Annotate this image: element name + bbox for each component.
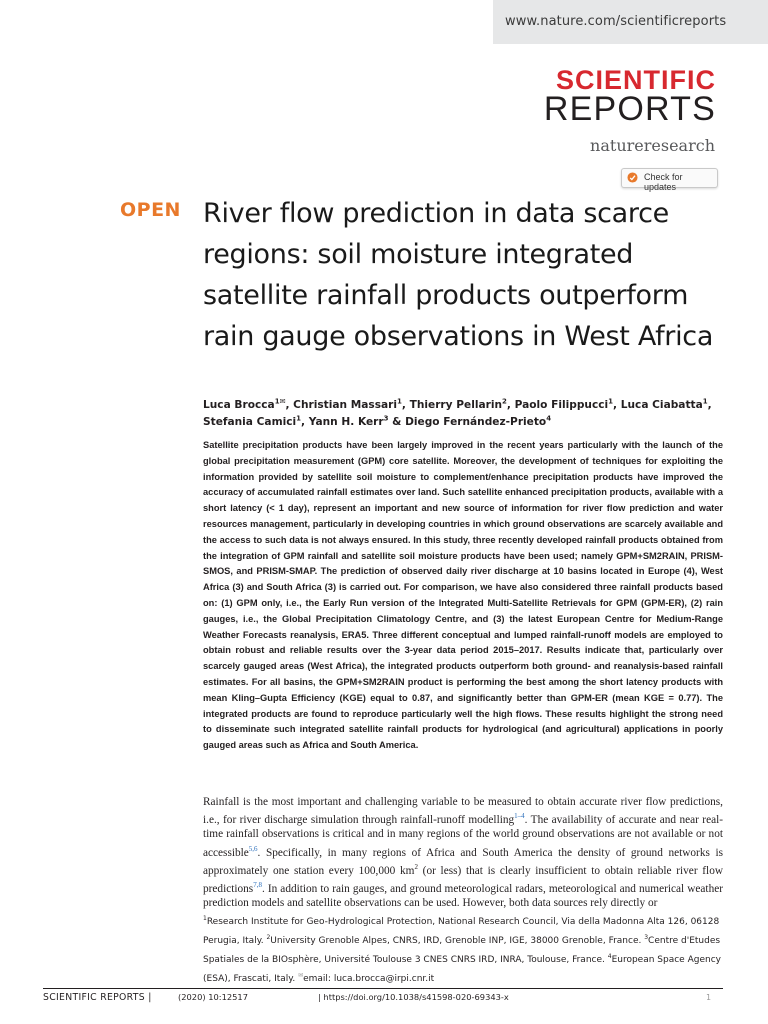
- article-title: River flow prediction in data scarce regions: soil moisture integrated satellite rainfall products outperform rain gauge observations in West Africa: [203, 198, 714, 352]
- citation-ref-1[interactable]: 1–4: [514, 812, 525, 821]
- author[interactable]: [203, 399, 293, 411]
- author-name[interactable]: Luca Brocca: [203, 399, 275, 411]
- update-badge-icon: [627, 172, 638, 183]
- author-name[interactable]: Diego Fernández-Prieto: [405, 416, 547, 428]
- author-affiliation-mark: 3: [383, 414, 389, 423]
- corresponding-email[interactable]: email: luca.brocca@irpi.cnr.it: [303, 974, 435, 984]
- footer-citation: (2020) 10:12517: [178, 992, 248, 1002]
- publisher-logo: natureresearch: [590, 136, 715, 155]
- author-name[interactable]: Christian Massari: [293, 399, 398, 411]
- author-affiliation-mark: 2: [502, 397, 507, 406]
- citation-ref-3[interactable]: 7,8: [253, 880, 262, 889]
- journal-logo-reports: REPORTS: [543, 90, 716, 128]
- author[interactable]: [410, 399, 515, 411]
- author-separator: ,: [506, 399, 515, 411]
- author-affiliation-mark: 1: [608, 397, 614, 406]
- author-name[interactable]: Yann H. Kerr: [308, 416, 384, 428]
- author-affiliation-mark: 4: [546, 414, 552, 423]
- author[interactable]: [309, 416, 405, 428]
- footer-doi-link[interactable]: | https://doi.org/10.1038/s41598-020-69343-x: [318, 992, 509, 1002]
- introduction-paragraph: [203, 795, 723, 910]
- check-for-updates-button[interactable]: [621, 168, 718, 192]
- citation-ref-2[interactable]: 5,6: [248, 844, 258, 853]
- open-access-label: OPEN: [120, 199, 181, 221]
- author-name[interactable]: Thierry Pellarin: [409, 399, 503, 411]
- affil-mark-3: 3: [644, 934, 649, 941]
- affiliation-2: University Grenoble Alpes, CNRS, IRD, Grenoble INP, IGE, 38000 Grenoble, France.: [270, 936, 645, 946]
- author-affiliation-mark: 1: [397, 397, 402, 406]
- affiliation-3: Centre d'Etudes Spatiales de la BIOsphère, Université Toulouse 3 CNES CNRS IRD, INRA, Toulouse, France.: [203, 936, 721, 965]
- page-number: 1: [706, 993, 712, 1002]
- author-affiliation-mark: 1: [296, 414, 302, 423]
- author[interactable]: [621, 399, 712, 411]
- affiliations: [203, 911, 723, 987]
- journal-url-tab[interactable]: [493, 0, 768, 44]
- author-separator: ,: [613, 399, 621, 411]
- author-separator: ,: [707, 399, 712, 411]
- author-separator: ,: [401, 399, 410, 411]
- author[interactable]: [203, 416, 309, 428]
- author-separator: &: [388, 416, 406, 428]
- author[interactable]: [515, 399, 621, 411]
- affil-mark-4: 4: [607, 953, 612, 960]
- author-separator: ,: [285, 399, 294, 411]
- intro-text-4: (or less) that is clearly insufficient to obtain reliable river flow predictions: [203, 864, 723, 895]
- author-name[interactable]: Paolo Filippucci: [514, 399, 609, 411]
- intro-text-3: . Specifically, in many regions of Africa and South America the density of ground networks is approximately one station every 100,000 km: [203, 846, 723, 877]
- intro-text-1: Rainfall is the most important and challenging variable to be measured to obtain accurate river flow predictions, i.e., for river discharge simulation through rainfall-runoff modelling: [203, 796, 723, 827]
- author[interactable]: [405, 416, 551, 428]
- journal-url[interactable]: www.nature.com/scientificreports: [505, 14, 727, 29]
- unit-superscript: 2: [414, 862, 418, 871]
- affil-mark-2: 2: [266, 934, 271, 941]
- author-name[interactable]: Luca Ciabatta: [620, 399, 703, 411]
- author-separator: ,: [301, 416, 309, 428]
- author[interactable]: [293, 399, 409, 411]
- author-list: [203, 397, 733, 431]
- affil-mark-1: 1: [203, 915, 207, 922]
- intro-text-5: . In addition to rain gauges, and ground meteorological radars, meteorological and numerical weather prediction models and satellite observations can be used. However, both data sources rely directly or: [203, 882, 723, 909]
- author-affiliation-mark: 1: [702, 397, 708, 406]
- affiliation-4: European Space Agency (ESA), Frascati, Italy.: [203, 955, 721, 984]
- author-affiliation-mark: 1✉: [274, 397, 286, 406]
- check-for-updates-label: Check for updates: [644, 172, 683, 192]
- affiliation-1: Research Institute for Geo-Hydrological Protection, National Research Council, Via della Madonna Alta 126, 06128 Perugia, Italy.: [203, 917, 720, 946]
- footer-journal-name: SCIENTIFIC REPORTS |: [43, 992, 152, 1003]
- journal-logo-scientific: SCIENTIFIC: [555, 65, 716, 95]
- author-name[interactable]: Stefania Camici: [203, 416, 297, 428]
- abstract: Satellite precipitation products have been largely improved in the recent years particularly with the launch of the global precipitation measurement (GPM) core satellite. Moreover, the development of techniques for exploiting the information provided by satellite soil moisture to complement/enhance precipitation products have improved the accuracy of accumulated rainfall estimates over land. Such satellite enhanced precipitation products, available with a short latency (< 1 day), represent an important and new source of information for river flow prediction and water resources management, particularly in developing countries in which ground observations are scarcely available and the access to such data is not always ensured. In this study, three recently developed rainfall products obtained from the integration of GPM rainfall and satellite soil moisture products have been used; namely GPM+SM2RAIN, PRISM-SMOS, and PRISM-SMAP. The prediction of observed daily river discharge at 10 basins located in Europe (4), West Africa (3) and South Africa (3) is carried out. For comparison, we have also considered three rainfall products based on: (1) GPM only, i.e., the Early Run version of the Integrated Multi-Satellite Retrievals for GPM (GPM-ER), (2) rain gauges, i.e., the Global Precipitation Climatology Centre, and (3) the latest European Centre for Medium-Range Weather Forecasts reanalysis, ERA5. Three different conceptual and lumped rainfall-runoff models are employed to obtain robust and reliable results over the 3-year data period 2015–2017. Results indicate that, particularly over scarcely gauged areas (West Africa), the integrated products outperform both ground- and reanalysis-based rainfall estimates. For all basins, the GPM+SM2RAIN product is performing the best among the short latency products with mean Kling–Gupta Efficiency (KGE) equal to 0.87, and significantly better than GPM-ER (mean KGE = 0.77). The integrated products are found to reproduce particularly well the high flows. These results highlight the strong need to disseminate such integrated satellite rainfall products for hydrological (and agricultural) applications in poorly gauged areas such as Africa and South America.: [203, 440, 723, 751]
- intro-text-2: . The availability of accurate and near real-time rainfall observations is critical and in many regions of the world ground observations are not available or not accessible: [203, 814, 723, 859]
- email-icon: ✉: [298, 972, 304, 979]
- footer-divider: [43, 988, 723, 989]
